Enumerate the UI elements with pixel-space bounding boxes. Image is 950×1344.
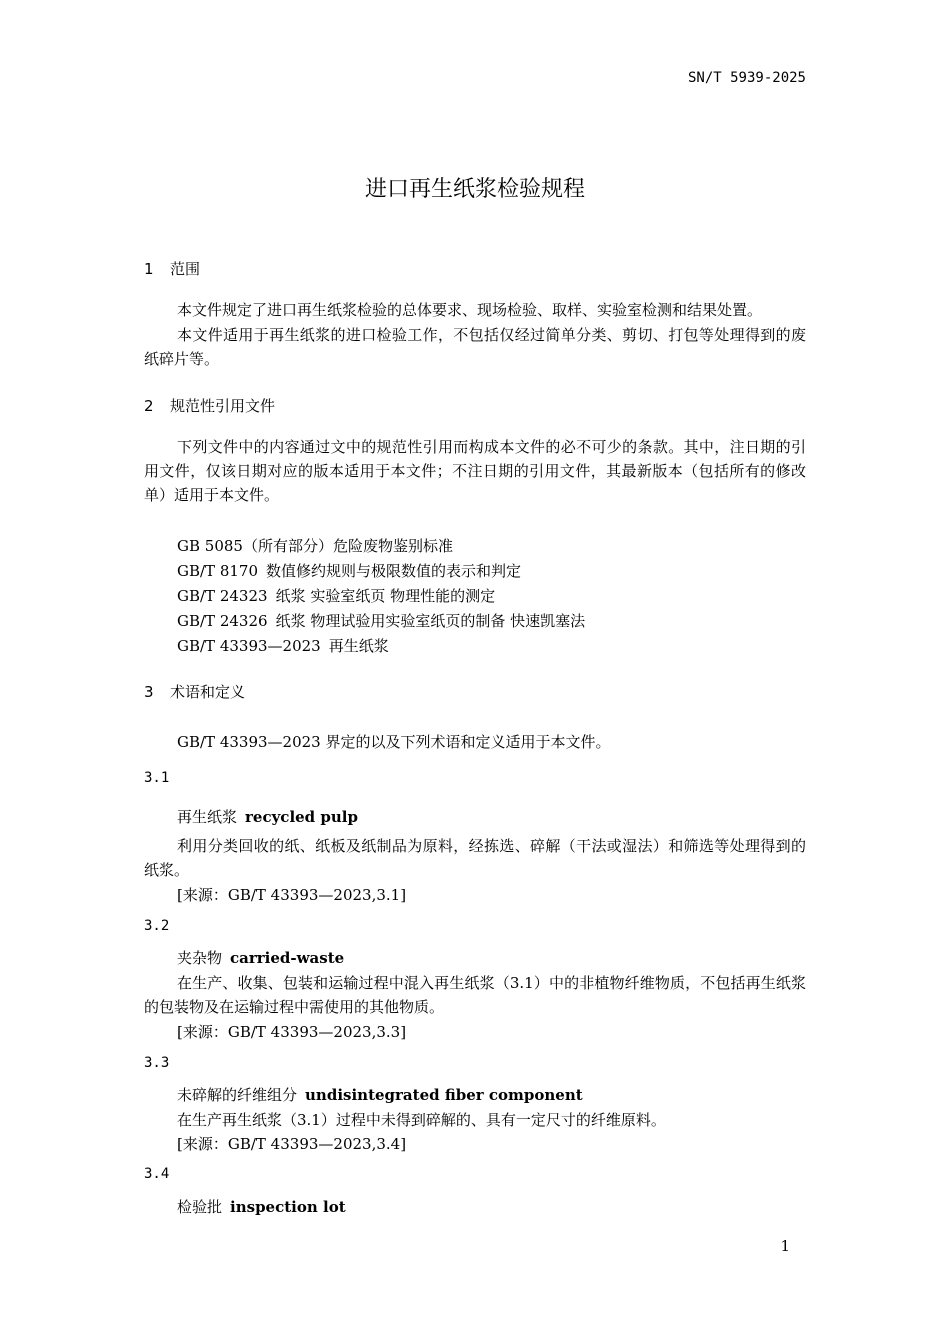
standard-code: SN/T 5939-2025 bbox=[687, 70, 806, 86]
term-number: 3.3 bbox=[144, 1055, 170, 1071]
reference-code: GB/T 24326 bbox=[177, 612, 268, 630]
term-number: 3.2 bbox=[144, 918, 170, 934]
section-number: 1 bbox=[144, 260, 154, 278]
normative-reference bbox=[177, 585, 495, 606]
reference-name: 危险废物鉴别标准 bbox=[332, 537, 453, 555]
term-zh: 再生纸浆 bbox=[177, 808, 238, 826]
document-title: 进口再生纸浆检验规程 bbox=[364, 177, 585, 202]
term-zh: 夹杂物 bbox=[177, 949, 223, 967]
reference-name: 纸浆 物理试验用实验室纸页的制备 快速凯塞法 bbox=[275, 612, 586, 630]
term-source: [来源：GB/T 43393—2023,3.3] bbox=[177, 1023, 407, 1041]
term-en: undisintegrated fiber component bbox=[305, 1086, 583, 1104]
normative-reference bbox=[177, 560, 521, 581]
reference-code: GB/T 43393—2023 bbox=[177, 637, 321, 655]
section-title: 范围 bbox=[170, 260, 201, 278]
page-number: 1 bbox=[780, 1237, 790, 1255]
term-entry bbox=[177, 1196, 346, 1217]
reference-name: 再生纸浆 bbox=[328, 637, 389, 655]
term-number: 3.1 bbox=[144, 770, 170, 786]
section-number: 2 bbox=[144, 397, 154, 415]
term-en: carried-waste bbox=[230, 949, 345, 967]
reference-code: GB 5085（所有部分） bbox=[177, 537, 333, 555]
reference-name: 数值修约规则与极限数值的表示和判定 bbox=[266, 562, 522, 580]
paragraph: 下列文件中的内容通过文中的规范性引用而构成本文件的必不可少的条款。其中，注日期的引用文件，仅该日期对应的版本适用于本文件；不注日期的引用文件，其最新版本（包括所有的修改单）适用于本文件。 bbox=[144, 438, 806, 504]
paragraph: 本文件规定了进口再生纸浆检验的总体要求、现场检验、取样、实验室检测和结果处置。 bbox=[177, 301, 763, 319]
section-number: 3 bbox=[144, 683, 154, 701]
term-zh: 检验批 bbox=[177, 1198, 223, 1216]
reference-code: GB/T 24323 bbox=[177, 587, 268, 605]
term-zh: 未碎解的纤维组分 bbox=[177, 1086, 298, 1104]
term-entry bbox=[177, 947, 344, 968]
section-heading-1 bbox=[144, 258, 200, 279]
term-definition: 在生产、收集、包装和运输过程中混入再生纸浆（3.1）中的非植物纤维物质，不包括再生纸浆的包装物及在运输过程中需使用的其他物质。 bbox=[144, 974, 806, 1016]
normative-reference bbox=[177, 535, 453, 556]
normative-reference bbox=[177, 635, 389, 656]
paragraph: 本文件适用于再生纸浆的进口检验工作，不包括仅经过简单分类、剪切、打包等处理得到的废纸碎片等。 bbox=[144, 326, 806, 368]
reference-name: 纸浆 实验室纸页 物理性能的测定 bbox=[275, 587, 496, 605]
term-source: [来源：GB/T 43393—2023,3.1] bbox=[177, 886, 407, 904]
section-title: 规范性引用文件 bbox=[170, 397, 276, 415]
term-definition: 在生产再生纸浆（3.1）过程中未得到碎解的、具有一定尺寸的纤维原料。 bbox=[177, 1111, 666, 1129]
paragraph: GB/T 43393—2023 界定的以及下列术语和定义适用于本文件。 bbox=[177, 733, 611, 751]
term-entry bbox=[177, 806, 358, 827]
term-number: 3.4 bbox=[144, 1166, 170, 1182]
term-en: recycled pulp bbox=[245, 808, 358, 826]
term-en: inspection lot bbox=[230, 1198, 346, 1216]
section-heading-3 bbox=[144, 681, 245, 702]
reference-code: GB/T 8170 bbox=[177, 562, 259, 580]
section-title: 术语和定义 bbox=[170, 683, 246, 701]
normative-reference bbox=[177, 610, 585, 631]
term-source: [来源：GB/T 43393—2023,3.4] bbox=[177, 1135, 407, 1153]
term-definition: 利用分类回收的纸、纸板及纸制品为原料，经拣选、碎解（干法或湿法）和筛选等处理得到的纸浆。 bbox=[144, 837, 806, 879]
term-entry bbox=[177, 1084, 583, 1105]
section-heading-2 bbox=[144, 395, 275, 416]
